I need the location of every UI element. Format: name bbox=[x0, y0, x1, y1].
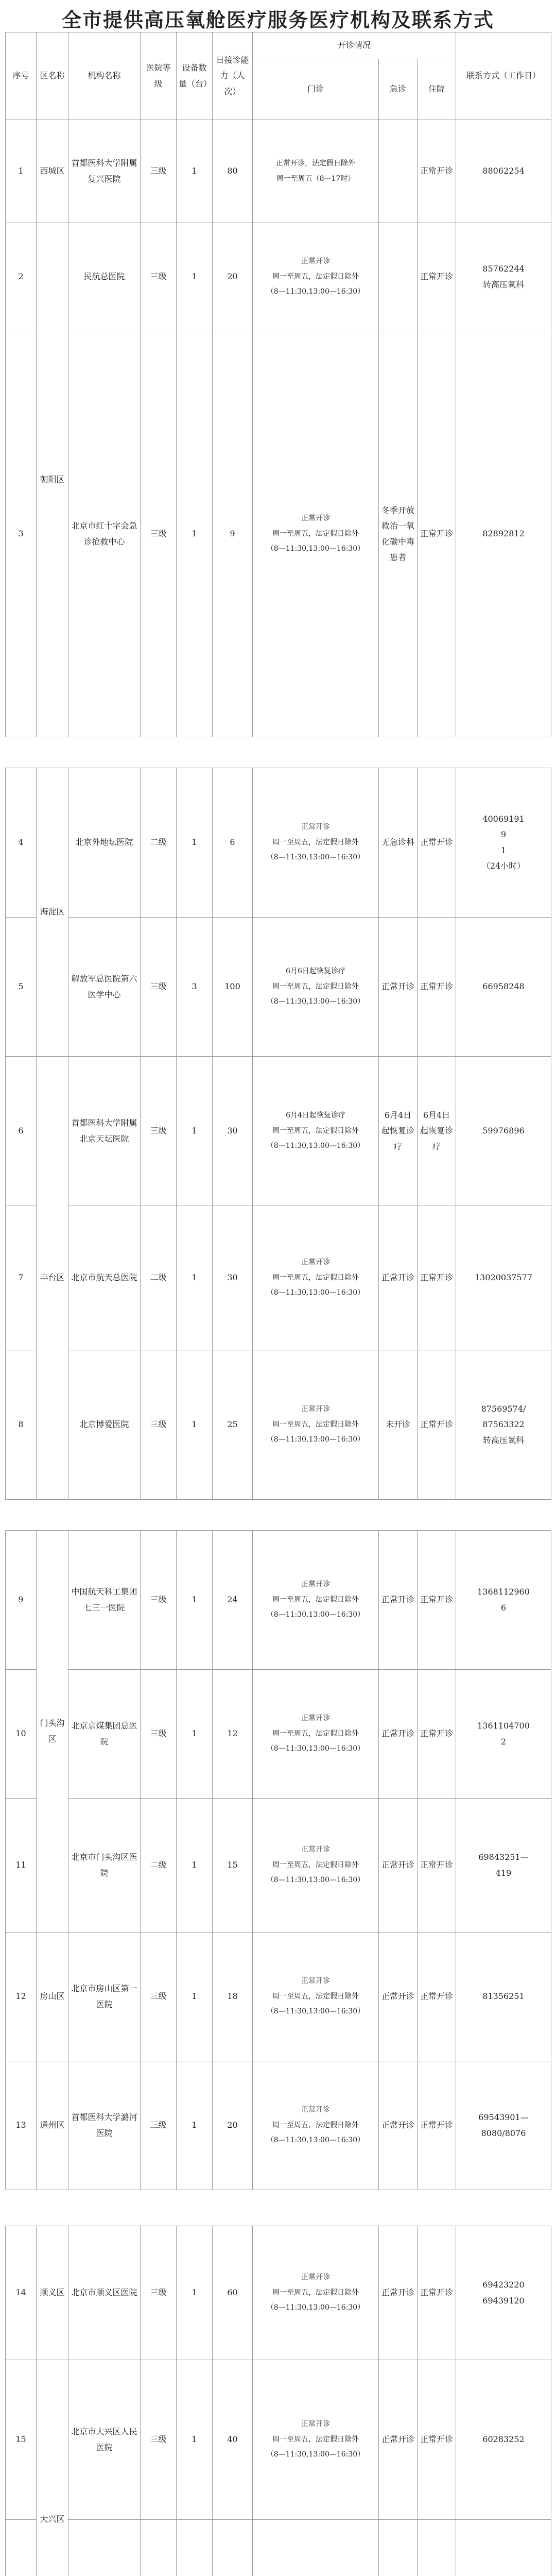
cell-equipment: 1 bbox=[177, 768, 213, 918]
cell-phone: 85762244 转高压氧科 bbox=[456, 223, 551, 331]
cell-emergency: 正常开诊 bbox=[379, 1531, 418, 1670]
cell-emergency: 6月4日起恢复诊疗 bbox=[379, 1057, 418, 1206]
header-name: 机构名称 bbox=[68, 32, 141, 120]
cell-capacity: 20 bbox=[213, 223, 253, 331]
cell-emergency: 正常开诊 bbox=[379, 1670, 418, 1799]
cell-capacity: 15 bbox=[213, 1799, 253, 1933]
cell-seq: 2 bbox=[6, 223, 37, 331]
table-row bbox=[6, 2360, 551, 2520]
header-status: 开诊情况 bbox=[253, 32, 456, 59]
cell-outpatient: 正常开诊 周一至周五，法定假日除外 （8—11:30,13:00—16:30） bbox=[253, 1531, 379, 1670]
cell-name: 民航总医院 bbox=[68, 223, 141, 331]
header-row bbox=[6, 32, 551, 59]
cell-phone: 87569574/ 87563322 转高压氧科 bbox=[456, 1350, 551, 1500]
cell-capacity: 20 bbox=[213, 2061, 253, 2190]
table-section-4 bbox=[5, 2226, 551, 2576]
cell-equipment: 1 bbox=[177, 120, 213, 223]
table-row bbox=[6, 1350, 551, 1500]
cell-equipment: 1 bbox=[177, 331, 213, 737]
cell-inpatient: 正常开诊 bbox=[418, 2226, 456, 2360]
cell-inpatient: 正常开诊 bbox=[418, 223, 456, 331]
cell-seq: 13 bbox=[6, 2061, 37, 2190]
cell-phone: 66958248 bbox=[456, 918, 551, 1057]
cell-capacity: 6 bbox=[213, 768, 253, 918]
cell-level: 三级 bbox=[141, 223, 177, 331]
header-contact: 联系方式（工作日） bbox=[456, 32, 551, 120]
cell-equipment bbox=[177, 2520, 213, 2576]
cell-capacity: 40 bbox=[213, 2360, 253, 2520]
cell-phone: 1368112960 6 bbox=[456, 1531, 551, 1670]
cell-emergency: 正常开诊 bbox=[379, 1933, 418, 2061]
cell-district: 朝阳区 bbox=[37, 223, 68, 737]
table-row bbox=[6, 2061, 551, 2190]
cell-inpatient: 正常开诊 bbox=[418, 1531, 456, 1670]
cell-emergency: 冬季开放救治一氧化碳中毒患者 bbox=[379, 331, 418, 737]
cell-seq: 7 bbox=[6, 1206, 37, 1350]
cell-outpatient: 正常开诊 周一至周五，法定假日除外 （8—11:30,13:00—16:30） bbox=[253, 1350, 379, 1500]
cell-name: 北京博爱医院 bbox=[68, 1350, 141, 1500]
cell-seq: 6 bbox=[6, 1057, 37, 1206]
cell-equipment: 1 bbox=[177, 1933, 213, 2061]
cell-equipment: 1 bbox=[177, 2226, 213, 2360]
cell-level: 三级 bbox=[141, 1670, 177, 1799]
cell-emergency bbox=[379, 2520, 418, 2576]
cell-outpatient: 正常开诊 周一至周五，法定假日除外 （8—11:30,13:00—16:30） bbox=[253, 1670, 379, 1799]
cell-equipment: 1 bbox=[177, 1057, 213, 1206]
cell-phone: 59976896 bbox=[456, 1057, 551, 1206]
header-level: 医院等级 bbox=[141, 32, 177, 120]
cell-seq: 11 bbox=[6, 1799, 37, 1933]
cell-capacity: 25 bbox=[213, 1350, 253, 1500]
table-row bbox=[6, 1933, 551, 2061]
cell-inpatient: 正常开诊 bbox=[418, 1206, 456, 1350]
cell-name: 北京市门头沟区医院 bbox=[68, 1799, 141, 1933]
cell-equipment: 1 bbox=[177, 1670, 213, 1799]
table-row bbox=[6, 1531, 551, 1670]
cell-phone: 69843251— 419 bbox=[456, 1799, 551, 1933]
cell-level: 三级 bbox=[141, 1057, 177, 1206]
cell-inpatient: 正常开诊 bbox=[418, 120, 456, 223]
cell-capacity: 60 bbox=[213, 2226, 253, 2360]
cell-inpatient: 正常开诊 bbox=[418, 2061, 456, 2190]
cell-outpatient: 正常开诊，法定假日除外 周一至周五（8—17时） bbox=[253, 120, 379, 223]
cell-inpatient: 正常开诊 bbox=[418, 918, 456, 1057]
cell-phone: 1361104700 2 bbox=[456, 1670, 551, 1799]
cell-inpatient bbox=[418, 2520, 456, 2576]
cell-phone: 69543901— 8080/8076 bbox=[456, 2061, 551, 2190]
cell-inpatient: 正常开诊 bbox=[418, 2360, 456, 2520]
cell-phone: 82892812 bbox=[456, 331, 551, 737]
cell-inpatient: 正常开诊 bbox=[418, 768, 456, 918]
cell-name: 北京市房山区第一医院 bbox=[68, 1933, 141, 2061]
cell-seq: 14 bbox=[6, 2226, 37, 2360]
cell-equipment: 1 bbox=[177, 1799, 213, 1933]
cell-emergency: 无急诊科 bbox=[379, 768, 418, 918]
cell-seq: 3 bbox=[6, 331, 37, 737]
cell-emergency: 正常开诊 bbox=[379, 2226, 418, 2360]
cell-emergency: 正常开诊 bbox=[379, 918, 418, 1057]
table-row bbox=[6, 918, 551, 1057]
cell-phone: 81356251 bbox=[456, 1933, 551, 2061]
cell-seq: 4 bbox=[6, 768, 37, 918]
header-emergency: 急诊 bbox=[379, 59, 418, 120]
cell-name: 北京京煤集团总医院 bbox=[68, 1670, 141, 1799]
cell-phone bbox=[456, 2520, 551, 2576]
cell-emergency bbox=[379, 223, 418, 331]
table-row bbox=[6, 2520, 551, 2576]
header-inpatient: 住院 bbox=[418, 59, 456, 120]
cell-seq: 15 bbox=[6, 2360, 37, 2520]
facility-table bbox=[5, 2226, 551, 2576]
cell-name: 首都医科大学潞河医院 bbox=[68, 2061, 141, 2190]
cell-seq: 5 bbox=[6, 918, 37, 1057]
cell-name: 解放军总医院第六医学中心 bbox=[68, 918, 141, 1057]
cell-name: 北京外地坛医院 bbox=[68, 768, 141, 918]
cell-name: 首都医科大学附属北京天坛医院 bbox=[68, 1057, 141, 1206]
table-row bbox=[6, 331, 551, 737]
cell-phone: 69423220 69439120 bbox=[456, 2226, 551, 2360]
cell-capacity: 24 bbox=[213, 1531, 253, 1670]
table-row bbox=[6, 223, 551, 331]
cell-inpatient: 正常开诊 bbox=[418, 1670, 456, 1799]
cell-phone: 88062254 bbox=[456, 120, 551, 223]
cell-capacity: 30 bbox=[213, 1057, 253, 1206]
table-row bbox=[6, 2226, 551, 2360]
cell-equipment: 1 bbox=[177, 1531, 213, 1670]
cell-outpatient: 正常开诊 周一至周五，法定假日除外 （8—11:30,13:00—16:30） bbox=[253, 1933, 379, 2061]
cell-outpatient: 6月4日起恢复诊疗 周一至周五，法定假日除外 （8—11:30,13:00—16:30） bbox=[253, 1057, 379, 1206]
cell-name: 中国航天科工集团七三一医院 bbox=[68, 1531, 141, 1670]
table-section-3 bbox=[5, 1530, 551, 2190]
cell-name: 北京市红十字会急诊抢救中心 bbox=[68, 331, 141, 737]
cell-level: 三级 bbox=[141, 1531, 177, 1670]
table-row bbox=[6, 1206, 551, 1350]
cell-level: 二级 bbox=[141, 768, 177, 918]
cell-capacity: 18 bbox=[213, 1933, 253, 2061]
cell-emergency: 正常开诊 bbox=[379, 1799, 418, 1933]
cell-inpatient: 6月4日起恢复诊疗 bbox=[418, 1057, 456, 1206]
cell-name bbox=[68, 2520, 141, 2576]
cell-level: 三级 bbox=[141, 2226, 177, 2360]
cell-seq: 1 bbox=[6, 120, 37, 223]
table-section-2 bbox=[5, 768, 551, 1499]
cell-outpatient: 6月6日起恢复诊疗 周一至周五，法定假日除外 （8—11:30,13:00—16:30） bbox=[253, 918, 379, 1057]
cell-capacity: 12 bbox=[213, 1670, 253, 1799]
cell-district: 海淀区 bbox=[37, 768, 68, 1057]
cell-level: 三级 bbox=[141, 918, 177, 1057]
table-row bbox=[6, 768, 551, 918]
header-seq: 序号 bbox=[6, 32, 37, 120]
page-title: 全市提供高压氧舱医疗服务医疗机构及联系方式 bbox=[61, 8, 494, 31]
cell-outpatient: 正常开诊 周一至周五，法定假日除外 （8—11:30,13:00—16:30） bbox=[253, 1206, 379, 1350]
header-outpatient: 门诊 bbox=[253, 59, 379, 120]
cell-seq bbox=[6, 2520, 37, 2576]
cell-capacity: 30 bbox=[213, 1206, 253, 1350]
cell-name: 北京市大兴区人民医院 bbox=[68, 2360, 141, 2520]
cell-capacity: 80 bbox=[213, 120, 253, 223]
cell-level: 二级 bbox=[141, 1206, 177, 1350]
cell-level: 三级 bbox=[141, 120, 177, 223]
cell-level: 三级 bbox=[141, 2061, 177, 2190]
cell-capacity: 100 bbox=[213, 918, 253, 1057]
cell-outpatient: 正常开诊 周一至周五，法定假日除外 （8—11:30,13:00—16:30） bbox=[253, 223, 379, 331]
table-section-1 bbox=[5, 32, 551, 737]
cell-district: 西城区 bbox=[37, 120, 68, 223]
cell-level: 二级 bbox=[141, 1799, 177, 1933]
cell-outpatient: 正常开诊 周一至周五，法定假日除外 （8—11:30,13:00—16:30） bbox=[253, 2360, 379, 2520]
cell-seq: 9 bbox=[6, 1531, 37, 1670]
cell-inpatient: 正常开诊 bbox=[418, 1799, 456, 1933]
cell-seq: 12 bbox=[6, 1933, 37, 2061]
cell-inpatient: 正常开诊 bbox=[418, 1933, 456, 2061]
cell-level bbox=[141, 2520, 177, 2576]
cell-equipment: 1 bbox=[177, 1206, 213, 1350]
cell-phone: 13020037577 bbox=[456, 1206, 551, 1350]
cell-district: 丰台区 bbox=[37, 1057, 68, 1500]
facility-table bbox=[5, 32, 551, 737]
table-row bbox=[6, 1799, 551, 1933]
cell-outpatient: 正常开诊 周一至周五，法定假日除外 （8—11:30,13:00—16:30） bbox=[253, 1799, 379, 1933]
table-row bbox=[6, 1057, 551, 1206]
cell-seq: 8 bbox=[6, 1350, 37, 1500]
header-equipment: 设备数量（台） bbox=[177, 32, 213, 120]
cell-outpatient: 正常开诊 周一至周五，法定假日除外 （8—11:30,13:00—16:30） bbox=[253, 2226, 379, 2360]
cell-equipment: 1 bbox=[177, 2360, 213, 2520]
cell-inpatient: 正常开诊 bbox=[418, 1350, 456, 1500]
cell-outpatient bbox=[253, 2520, 379, 2576]
cell-phone: 40069191 9 1 （24小时） bbox=[456, 768, 551, 918]
cell-inpatient: 正常开诊 bbox=[418, 331, 456, 737]
cell-district: 通州区 bbox=[37, 2061, 68, 2190]
cell-equipment: 1 bbox=[177, 2061, 213, 2190]
cell-outpatient: 正常开诊 周一至周五，法定假日除外 （8—11:30,13:00—16:30） bbox=[253, 331, 379, 737]
cell-name: 北京市顺义区医院 bbox=[68, 2226, 141, 2360]
cell-district: 大兴区 bbox=[37, 2360, 68, 2576]
cell-level: 三级 bbox=[141, 331, 177, 737]
cell-emergency: 正常开诊 bbox=[379, 1206, 418, 1350]
cell-equipment: 1 bbox=[177, 223, 213, 331]
table-row bbox=[6, 120, 551, 223]
cell-capacity: 9 bbox=[213, 331, 253, 737]
header-capacity: 日接诊能力（人次） bbox=[213, 32, 253, 120]
facility-table bbox=[5, 768, 551, 1500]
facility-table bbox=[5, 1530, 551, 2190]
cell-outpatient: 正常开诊 周一至周五，法定假日除外 （8—11:30,13:00—16:30） bbox=[253, 768, 379, 918]
cell-level: 三级 bbox=[141, 2360, 177, 2520]
cell-equipment: 3 bbox=[177, 918, 213, 1057]
cell-name: 首都医科大学附属复兴医院 bbox=[68, 120, 141, 223]
cell-outpatient: 正常开诊 周一至周五，法定假日除外 （8—11:30,13:00—16:30） bbox=[253, 2061, 379, 2190]
table-row bbox=[6, 1670, 551, 1799]
cell-seq: 10 bbox=[6, 1670, 37, 1799]
cell-equipment: 1 bbox=[177, 1350, 213, 1500]
cell-emergency bbox=[379, 120, 418, 223]
header-district: 区名称 bbox=[37, 32, 68, 120]
cell-emergency: 正常开诊 bbox=[379, 2061, 418, 2190]
cell-level: 三级 bbox=[141, 1350, 177, 1500]
cell-capacity bbox=[213, 2520, 253, 2576]
cell-level: 三级 bbox=[141, 1933, 177, 2061]
cell-name: 北京市航天总医院 bbox=[68, 1206, 141, 1350]
cell-district: 门头沟区 bbox=[37, 1531, 68, 1933]
cell-district: 顺义区 bbox=[37, 2226, 68, 2360]
cell-district: 房山区 bbox=[37, 1933, 68, 2061]
cell-phone: 60283252 bbox=[456, 2360, 551, 2520]
cell-emergency: 正常开诊 bbox=[379, 2360, 418, 2520]
cell-emergency: 未开诊 bbox=[379, 1350, 418, 1500]
